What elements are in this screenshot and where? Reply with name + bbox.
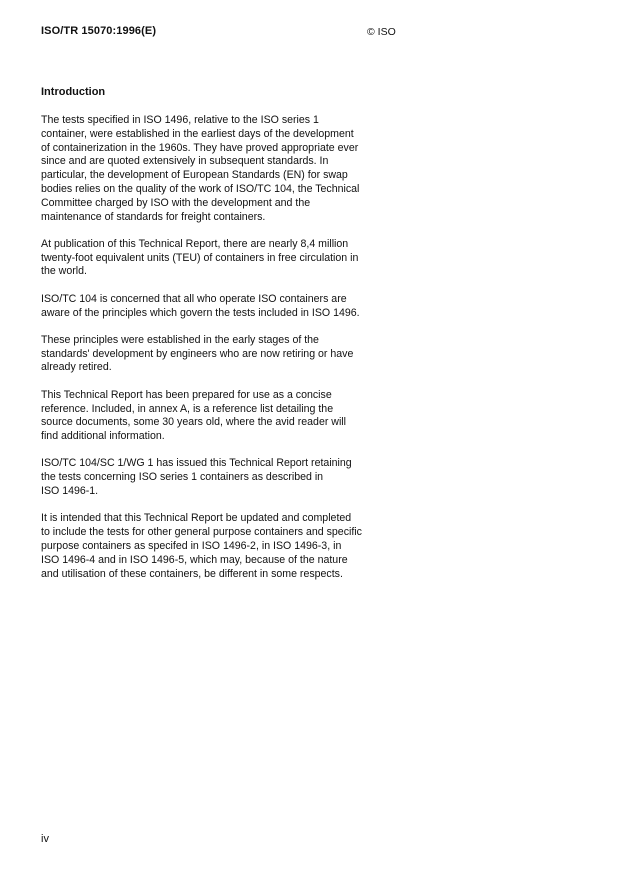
text-line: aware of the principles which govern the tests included in ISO 1496. bbox=[41, 306, 360, 319]
text-line: container, were established in the earliest days of the development bbox=[41, 127, 354, 140]
text-line: ISO/TC 104 is concerned that all who operate ISO containers are bbox=[41, 292, 347, 305]
page-number: iv bbox=[41, 833, 49, 845]
introduction-body bbox=[41, 114, 401, 595]
text-line: find additional information. bbox=[41, 430, 165, 443]
paragraph-5 bbox=[41, 389, 401, 444]
text-line: bodies relies on the quality of the work of ISO/TC 104, the Technical bbox=[41, 182, 360, 195]
paragraph-3 bbox=[41, 293, 401, 321]
text-line: The tests specified in ISO 1496, relative to the ISO series 1 bbox=[41, 114, 319, 126]
text-line: twenty-foot equivalent units (TEU) of containers in free circulation in bbox=[41, 251, 359, 264]
text-line: It is intended that this Technical Report be updated and completed bbox=[41, 512, 352, 525]
text-line: ISO 1496-4 and in ISO 1496-5, which may, because of the nature bbox=[41, 553, 348, 566]
text-line: source documents, some 30 years old, where the avid reader will bbox=[41, 416, 347, 429]
text-line: of containerization in the 1960s. They have proved appropriate ever bbox=[41, 141, 359, 154]
text-line: the world. bbox=[41, 265, 87, 278]
text-line: and utilisation of these containers, be different in some respects. bbox=[41, 567, 343, 580]
text-line: already retired. bbox=[41, 361, 112, 374]
paragraph-1 bbox=[41, 114, 401, 224]
text-line: standards' development by engineers who are now retiring or have bbox=[41, 347, 354, 360]
paragraph-7 bbox=[41, 512, 401, 581]
copyright-notice: © ISO bbox=[367, 26, 396, 38]
text-line: ISO 1496-1. bbox=[41, 485, 99, 498]
document-id: ISO/TR 15070:1996(E) bbox=[41, 25, 157, 37]
text-line: particular, the development of European Standards (EN) for swap bbox=[41, 169, 348, 182]
text-line: to include the tests for other general purpose containers and specific bbox=[41, 526, 362, 539]
text-line: purpose containers as specifed in ISO 1496-2, in ISO 1496-3, in bbox=[41, 539, 342, 552]
text-line: maintenance of standards for freight containers. bbox=[41, 210, 266, 223]
text-line: At publication of this Technical Report, there are nearly 8,4 million bbox=[41, 237, 349, 250]
section-title: Introduction bbox=[41, 86, 106, 98]
text-line: the tests concerning ISO series 1 containers as described in bbox=[41, 471, 324, 484]
paragraph-4 bbox=[41, 334, 401, 375]
text-line: These principles were established in the early stages of the bbox=[41, 333, 319, 346]
paragraph-2 bbox=[41, 238, 401, 279]
text-line: reference. Included, in annex A, is a reference list detailing the bbox=[41, 402, 334, 415]
text-line: This Technical Report has been prepared for use as a concise bbox=[41, 388, 332, 401]
text-line: ISO/TC 104/SC 1/WG 1 has issued this Technical Report retaining bbox=[41, 457, 352, 470]
text-line: since and are quoted extensively in subsequent standards. In bbox=[41, 155, 329, 168]
paragraph-6 bbox=[41, 457, 401, 498]
text-line: Committee charged by ISO with the development and the bbox=[41, 196, 311, 209]
